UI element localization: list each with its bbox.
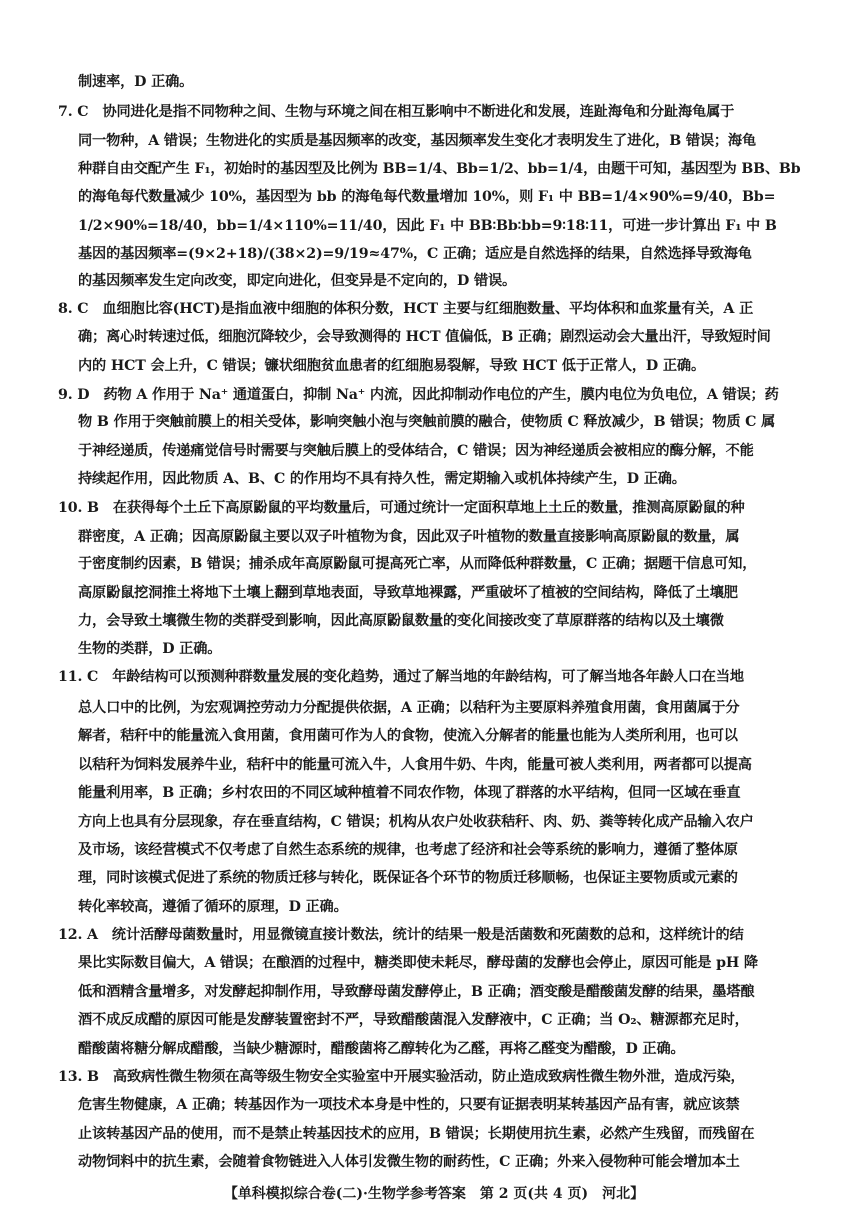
text-line: 1/2×90%=18/40，bb=1/4×110%=11/40，因此 F₁ 中 BB∶Bb∶bb=9∶18∶11，可进一步计算出 F₁ 中 B bbox=[78, 217, 777, 234]
text-line: 低和酒精含量增多，对发酵起抑制作用，导致酵母菌发酵停止，B 正确；酒变酸是醋酸菌发酵的结果，墨塔酿 bbox=[78, 983, 755, 1000]
text-line: 力，会导致土壤微生物的类群受到影响，因此高原鼢鼠数量的变化间接改变了草原群落的结构以及土壤微 bbox=[78, 613, 724, 630]
text-line: 持续起作用，因此物质 A、B、C 的作用均不具有持久性，需定期输入或机体持续产生，D 正确。 bbox=[78, 471, 686, 488]
text-line: 10. B 在获得每个土丘下高原鼢鼠的平均数量后，可通过统计一定面积草地上土丘的数量，推测高原鼢鼠的种 bbox=[58, 499, 745, 516]
text-line: 高原鼢鼠挖洞推土将地下土壤上翻到草地表面，导致草地裸露，严重破坏了植被的空间结构，降低了土壤肥 bbox=[78, 584, 738, 601]
text-line: 总人口中的比例，为宏观调控劳动力分配提供依据，A 正确；以秸秆为主要原料养殖食用菌，食用菌属于分 bbox=[78, 700, 740, 717]
text-line: 11. C 年龄结构可以预测种群数量发展的变化趋势，通过了解当地的年龄结构，可了解当地各年龄人口在当地 bbox=[58, 668, 744, 685]
text-line: 果比实际数目偏大，A 错误；在酿酒的过程中，糖类即使未耗尽，酵母菌的发酵也会停止，原因可能是 pH 降 bbox=[78, 955, 758, 972]
text-line: 的基因频率发生定向改变，即定向进化，但变异是不定向的，D 错误。 bbox=[78, 272, 517, 289]
page-footer: 【单科模拟综合卷(二)·生物学参考答案 第 2 页(共 4 页) 河北】 bbox=[223, 1186, 645, 1202]
text-line: 方向上也具有分层现象，存在垂直结构，C 错误；机构从农户处收获秸秆、肉、奶、粪等转化成产品输入农户 bbox=[78, 813, 754, 830]
text-line: 群密度，A 正确；因高原鼢鼠主要以双子叶植物为食，因此双子叶植物的数量直接影响高原鼢鼠的数量，属 bbox=[78, 528, 740, 545]
text-line: 物 B 作用于突触前膜上的相关受体，影响突触小泡与突触前膜的融合，使物质 C 释放减少，B 错误；物质 C 属 bbox=[78, 414, 776, 431]
text-line: 的海龟每代数量减少 10%，基因型为 bb 的海龟每代数量增加 10%，则 F₁ 中 BB=1/4×90%=9/40，Bb= bbox=[78, 189, 776, 206]
text-line: 13. B 高致病性微生物须在高等级生物安全实验室中开展实验活动，防止造成致病性微生物外泄，造成污染， bbox=[58, 1068, 745, 1085]
text-line: 同一物种，A 错误；生物进化的实质是基因频率的改变，基因频率发生变化才表明发生了进化，B 错误；海龟 bbox=[78, 132, 757, 149]
text-line: 7. C 协同进化是指不同物种之间、生物与环境之间在相互影响中不断进化和发展，连趾海龟和分趾海龟属于 bbox=[58, 104, 735, 121]
text-line: 解者，秸秆中的能量流入食用菌，食用菌可作为人的食物，使流入分解者的能量也能为人类所利用，也可以 bbox=[78, 728, 738, 745]
text-line: 9. D 药物 A 作用于 Na⁺ 通道蛋白，抑制 Na⁺ 内流，因此抑制动作电位的产生，膜内电位为负电位，A 错误；药 bbox=[58, 387, 779, 404]
text-line: 醋酸菌将糖分解成醋酸，当缺少糖源时，醋酸菌将乙醇转化为乙醛，再将乙醛变为醋酸，D 正确。 bbox=[78, 1040, 685, 1057]
text-line: 危害生物健康，A 正确；转基因作为一项技术本身是中性的，只要有证据表明某转基因产品有害，就应该禁 bbox=[78, 1097, 740, 1114]
text-line: 12. A 统计活酵母菌数量时，用显微镜直接计数法，统计的结果一般是活菌数和死菌数的总和，这样统计的结 bbox=[58, 927, 744, 944]
text-line: 内的 HCT 会上升，C 错误；镰状细胞贫血患者的红细胞易裂解，导致 HCT 低于正常人，D 正确。 bbox=[78, 357, 705, 374]
text-line: 理，同时该模式促进了系统的物质迁移与转化，既保证各个环节的物质迁移顺畅，也保证主要物质或元素的 bbox=[78, 870, 738, 887]
text-line: 制速率，D 正确。 bbox=[78, 74, 194, 90]
text-line: 基因的基因频率=(9×2+18)/(38×2)=9/19≈47%，C 正确；适应是自然选择的结果，自然选择导致海龟 bbox=[78, 246, 752, 263]
text-line: 能量利用率，B 正确；乡村农田的不同区域种植着不同农作物，体现了群落的水平结构，但同一区域在垂直 bbox=[78, 785, 741, 802]
text-line: 种群自由交配产生 F₁，初始时的基因型及比例为 BB=1/4、Bb=1/2、bb=1/4，由题干可知，基因型为 BB、Bb bbox=[78, 161, 801, 177]
text-line: 生物的类群，D 正确。 bbox=[78, 641, 222, 658]
text-line: 确；离心时转速过低，细胞沉降较少，会导致测得的 HCT 值偏低，B 正确；剧烈运动会大量出汗，导致短时间 bbox=[78, 329, 771, 346]
text-line: 转化率较高，遵循了循环的原理，D 正确。 bbox=[78, 898, 348, 915]
text-line: 8. C 血细胞比容(HCT)是指血液中细胞的体积分数，HCT 主要与红细胞数量、平均体积和血浆量有关，A 正 bbox=[58, 300, 754, 317]
text-line: 酒不成反成醋的原因可能是发酵装置密封不严，导致醋酸菌混入发酵液中，C 正确；当 O₂、糖源都充足时， bbox=[78, 1012, 749, 1029]
text-line: 止该转基因产品的使用，而不是禁止转基因技术的应用，B 错误；长期使用抗生素，必然产生残留，而残留在 bbox=[78, 1125, 755, 1142]
text-line: 于神经递质，传递痛觉信号时需要与突触后膜上的受体结合，C 错误；因为神经递质会被相应的酶分解，不能 bbox=[78, 442, 754, 459]
text-line: 及市场，该经营模式不仅考虑了自然生态系统的规律，也考虑了经济和社会等系统的影响力，遵循了整体原 bbox=[78, 841, 738, 858]
text-line: 动物饲料中的抗生素，会随着食物链进入人体引发微生物的耐药性，C 正确；外来入侵物种可能会增加本土 bbox=[78, 1154, 740, 1170]
text-line: 于密度制约因素，B 错误；捕杀成年高原鼢鼠可提高死亡率，从而降低种群数量，C 正确；据题干信息可知， bbox=[78, 556, 757, 573]
text-line: 以秸秆为饲料发展养牛业，秸秆中的能量可流入牛，人食用牛奶、牛肉，能量可被人类利用，两者都可以提高 bbox=[78, 756, 752, 773]
